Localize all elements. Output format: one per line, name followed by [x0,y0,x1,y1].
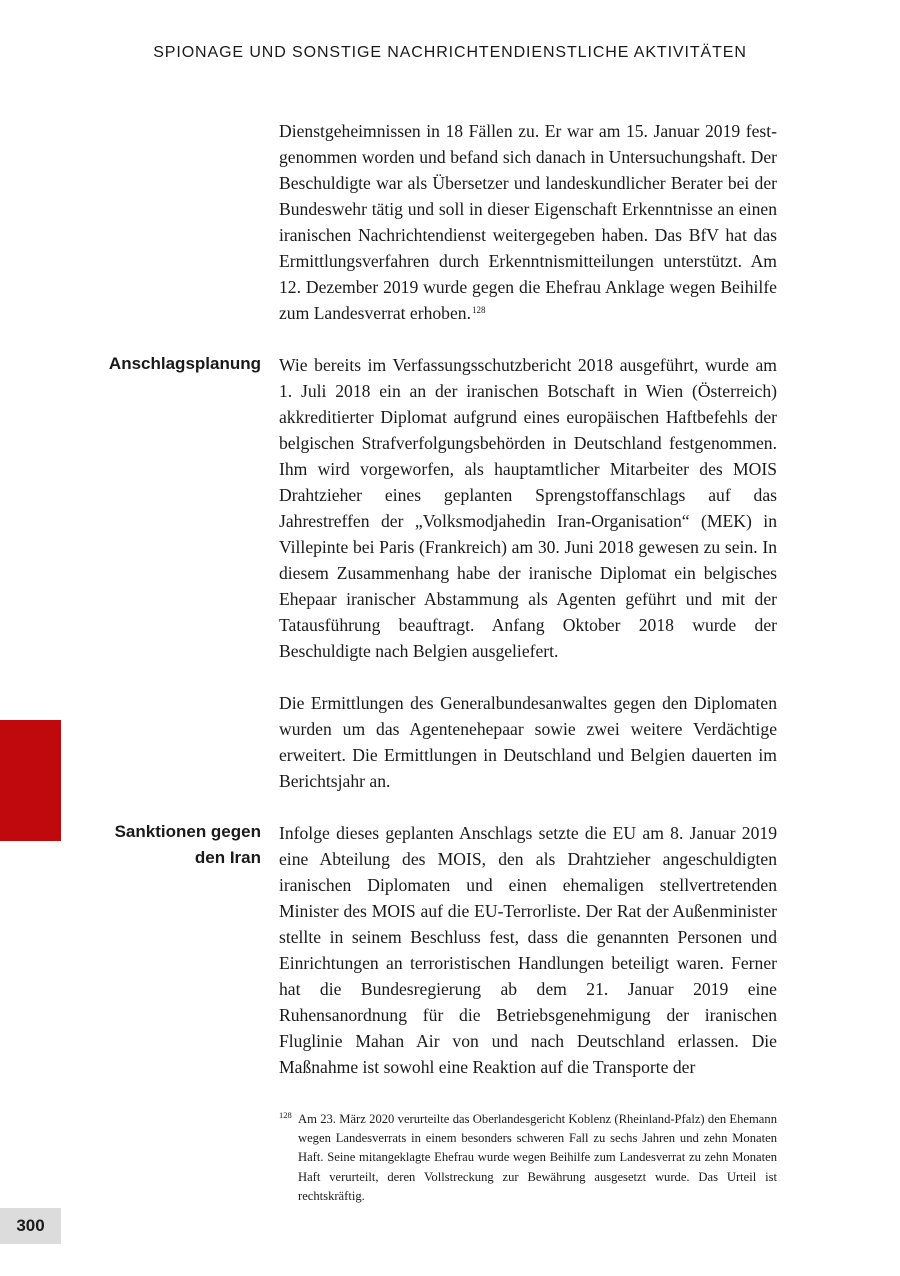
footnote [279,1110,777,1206]
footnote-reference[interactable]: 128 [471,305,486,315]
anschlagsplanung-paragraph-1: Wie bereits im Verfassungsschutzbericht 2018 ausgeführt, wurde am 1. Juli 2018 ein an der iranischen Botschaft in Wien (Österreich) akkreditierter Diplomat aufgrund eines europäischen Haftbefehls der belgischen Strafverfolgungsbehörden in Deutschland festgenommen. Ihm wird vorgeworfen, als hauptamtlicher Mitarbeiter des MOIS Drahtzieher eines geplanten Sprengstoffanschlags auf das Jahrestreffen der „Volksmodjahedin Iran-Organisation“ (MEK) in Villepinte bei Paris (Frankreich) am 30. Juni 2018 gewesen zu sein. In diesem Zusammenhang habe der iranische Diplomat ein belgisches Ehepaar iranischer Abstammung als Agenten geführt und mit der Tatausführung beauftragt. Anfang Oktober 2018 wurde der Beschuldigte nach Belgien ausgeliefert. [279,355,777,661]
intro-paragraph-text: Dienstgeheimnissen in 18 Fällen zu. Er war am 15. Januar 2019 festgenommen worden und befand sich danach in Untersuchungshaft. Der Beschuldigte war als Übersetzer und landeskundlicher Berater bei der Bundeswehr tätig und soll in dieser Eigenschaft Erkenntnisse an einen iranischen Nachrichtendienst weitergegeben haben. Das BfV hat das Ermittlungsverfahren durch Erkenntnismitteilungen unterstützt. Am 12. Dezember 2019 wurde gegen die Ehefrau Anklage wegen Beihilfe zum Landesverrat erhoben. [279,121,777,323]
side-heading-sanktionen-line-2: den Iran [194,848,261,867]
chapter-marker-bar [0,720,61,841]
page-number: 300 [0,1208,61,1244]
side-heading-anschlagsplanung [60,351,261,377]
footnote-number: 128 [279,1110,292,1120]
footnote-text: Am 23. März 2020 verurteilte das Oberlandesgericht Koblenz (Rheinland-Pfalz) den Ehemann wegen Landesverrats in einem besonders schweren Fall zu sechs Jahren und zehn Monaten Haft. Seine mitangeklagte Ehefrau wurde wegen Beihilfe zum Landesverrat zu zehn Monaten Haft verurteilt, deren Vollstreckung zur Bewährung ausgesetzt wurde. Das Urteil ist rechtskräftig. [298,1112,777,1203]
side-heading-sanktionen [60,819,261,871]
sanktionen-paragraph: Infolge dieses geplanten Anschlags setzte die EU am 8. Januar 2019 eine Abteilung des MOIS, den als Drahtzieher angeschuldigten iranischen Diplomaten und einen ehemaligen stellvertretenden Minister des MOIS auf die EU-Terrorliste. Der Rat der Außenminister stellte in seinem Beschluss fest, dass die genannten Personen und Einrichtungen an terroristischen Handlungen beteiligt waren. Ferner hat die Bundesregierung ab dem 21. Januar 2019 eine Ruhensanordnung für die Betriebsgenehmigung der iranischen Fluglinie Mahan Air von und nach Deutschland erlassen. Die Maßnahme ist sowohl eine Reaktion auf die Transporte der [279,823,777,1077]
side-heading-sanktionen-line-1: Sanktionen gegen [114,822,261,841]
running-header: SPIONAGE UND SONSTIGE NACHRICHTENDIENSTLICHE AKTIVITÄTEN [153,44,747,61]
side-heading-anschlagsplanung-text: Anschlagsplanung [108,354,261,373]
intro-paragraph [279,118,777,326]
anschlagsplanung-paragraph-2: Die Ermittlungen des Generalbundesanwaltes gegen den Diplomaten wurden um das Agentenehepaar sowie zwei weitere Verdächtige erweitert. Die Ermittlungen in Deutschland und Belgien dauerten im Berichtsjahr an. [279,693,777,791]
